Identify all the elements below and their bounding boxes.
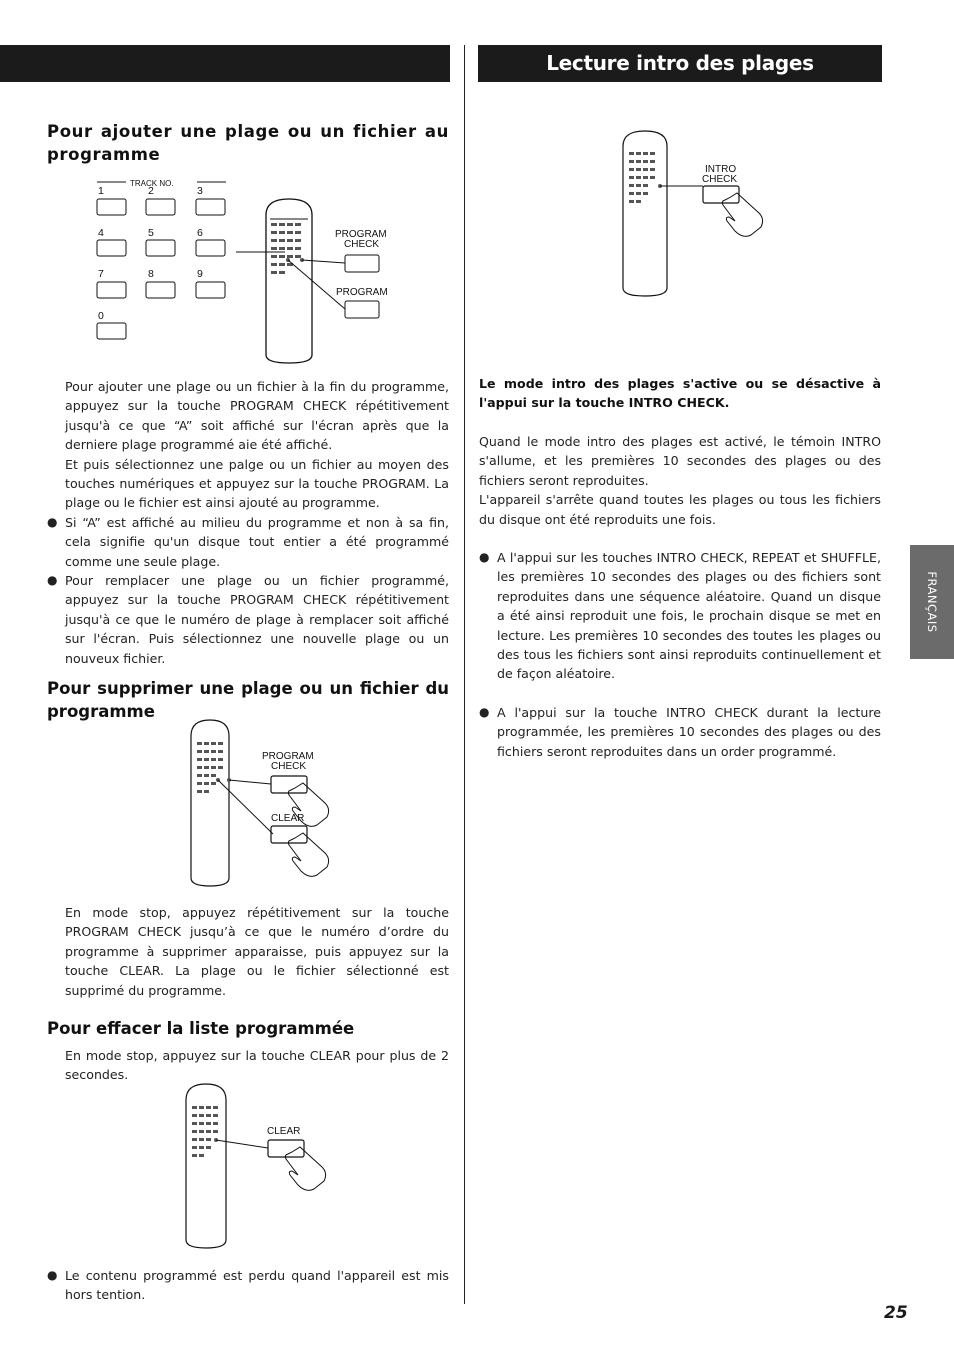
section-clear-bullet (47, 1266, 449, 1305)
intro-bold-paragraph: Le mode intro des plages s'active ou se désactive à l'appui sur la touche INTRO CHECK. (479, 376, 881, 411)
bullet-dot: ● (47, 573, 58, 588)
bullet-dot: ● (479, 704, 490, 719)
key-1: 1 (98, 185, 104, 197)
section-title-add: Pour ajouter une plage ou un fichier au programme (47, 122, 449, 164)
figure-intro-check (615, 128, 785, 300)
figure-clear-list (180, 1082, 340, 1254)
left-header-bar (0, 45, 450, 82)
key-7: 7 (98, 268, 104, 280)
track-no-label: TRACK NO. (130, 179, 174, 188)
key-3: 3 (197, 185, 203, 197)
program-check-label-2: CHECK (271, 761, 307, 772)
paragraph: Quand le mode intro des plages est activé, le témoin INTRO s'allume, et les premières 10 secondes des plages ou des fichiers seront reproduites. (479, 434, 881, 488)
clear-label: CLEAR (271, 813, 305, 824)
paragraph: L'appareil s'arrête quand toutes les plages ou tous les fichiers du disque ont été reproduits une fois. (479, 492, 881, 527)
language-tab[interactable] (910, 545, 954, 659)
section-title-clear: Pour effacer la liste programmée (47, 1019, 355, 1038)
bullet-dot: ● (47, 514, 58, 529)
bullet-item: ● A l'appui sur la touche INTRO CHECK durant la lecture programmée, les premières 10 secondes des plages ou des fichiers seront reproduites dans un order programmé. (479, 704, 881, 759)
right-body (479, 432, 881, 529)
key-0: 0 (98, 310, 104, 322)
figure-add-track (90, 175, 410, 367)
section-add-body (47, 377, 449, 668)
bullet-item: ● Pour remplacer une plage ou un fichier programmé, appuyez sur la touche PROGRAM CHECK répétitivement jusqu'à ce que le numéro de plage à remplacer soit affiché sur l'écran. Puis sélectionnez une nouvelle plage ou un nouveux fichier. (47, 573, 449, 666)
bullet-dot: ● (47, 1268, 58, 1282)
section-title-delete: Pour supprimer une plage ou un fichier du programme (47, 679, 449, 721)
right-bullets (479, 548, 881, 761)
program-label: PROGRAM (336, 287, 388, 298)
program-check-label-2: CHECK (344, 239, 380, 250)
intro-check-label-1: INTRO (705, 164, 737, 175)
key-6: 6 (197, 227, 203, 239)
program-check-label-1: PROGRAM (335, 229, 387, 240)
paragraph: Pour ajouter une plage ou un fichier à la fin du programme, appuyez sur la touche PROGRAM CHECK répétitivement jusqu'à ce que “A” soit affiché sur l'écran après que la derniere plage programmé aie été affiché. (65, 379, 449, 453)
column-divider (464, 45, 465, 1304)
clear-label: CLEAR (267, 1126, 301, 1137)
key-2: 2 (148, 185, 154, 197)
paragraph: Et puis sélectionnez une palge ou un fichier au moyen des touches numériques et appuyez sur la touche PROGRAM. La plage ou le fichier est ainsi ajouté au programme. (65, 456, 449, 511)
figure-delete-track (185, 718, 350, 890)
page-number: 25 (884, 1303, 908, 1323)
key-9: 9 (197, 268, 203, 280)
page-title: Lecture intro des plages (546, 51, 814, 75)
language-tab-label: FRANÇAIS (925, 571, 939, 633)
bullet-item: ● A l'appui sur les touches INTRO CHECK, REPEAT et SHUFFLE, les premières 10 secondes des plages ou des fichiers sont reproduites dans une séquence aléatoire. Quand un disque a été ainsi reproduit une fois, le prochain disque se met en lecture. Les premières 10 secondes des toutes les plages ou des tous les fichiers sont ainsi reproduits continuellement et de façon aléatoire. (479, 550, 881, 682)
bullet-item: ● Si “A” est affiché au milieu du programme et non à sa fin, cela signifie qu'un disque tout entier a été programmé comme une seule plage. (47, 514, 449, 569)
paragraph: En mode stop, appuyez sur la touche CLEAR pour plus de 2 secondes. (65, 1048, 449, 1083)
program-check-label-1: PROGRAM (262, 751, 314, 762)
intro-check-label-2: CHECK (702, 174, 738, 185)
key-5: 5 (148, 227, 154, 239)
bullet-item: ● Le contenu programmé est perdu quand l'appareil est mis hors tention. (47, 1268, 449, 1303)
right-header-bar (478, 45, 882, 82)
bullet-dot: ● (479, 550, 490, 564)
paragraph: En mode stop, appuyez répétitivement sur la touche PROGRAM CHECK jusqu’à ce que le numéro d’ordre du programme à supprimer apparaisse, puis appuyez sur la touche CLEAR. La plage ou le fichier sélectionné est supprimé du programme. (65, 905, 449, 998)
key-4: 4 (98, 227, 104, 239)
key-8: 8 (148, 268, 154, 280)
